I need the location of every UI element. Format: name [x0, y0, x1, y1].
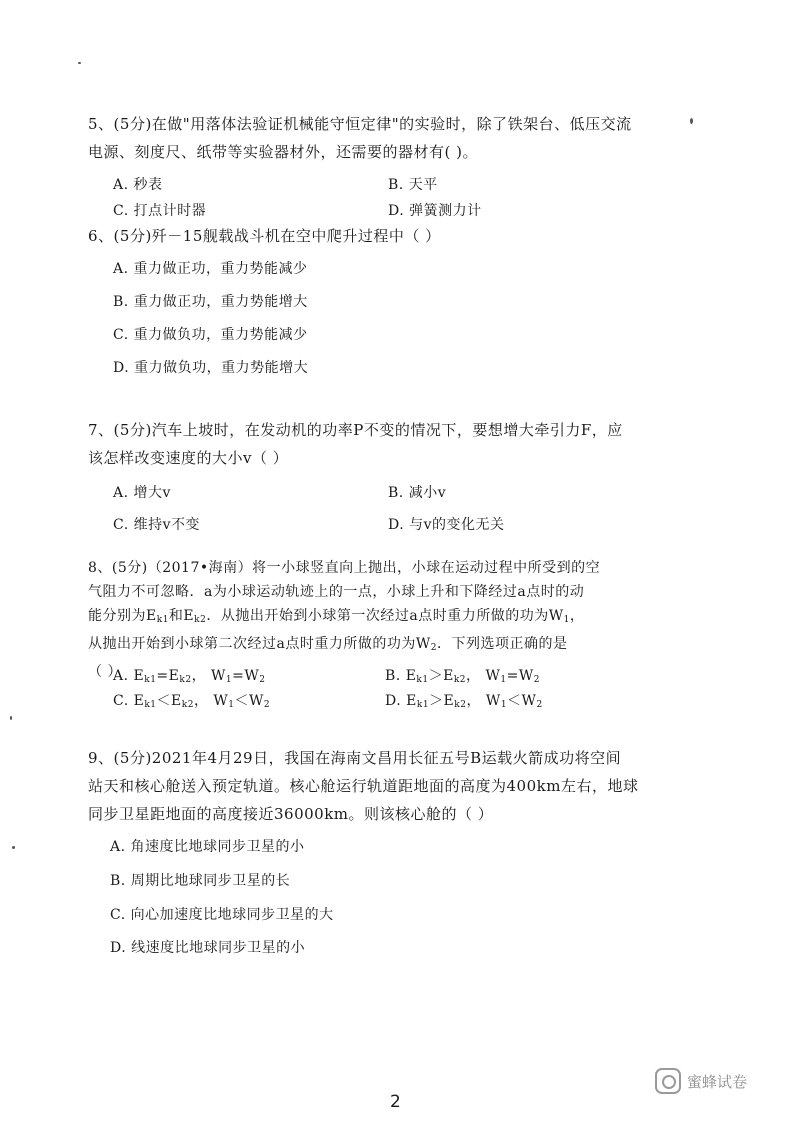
question-7-option-a: A. 增大v: [113, 485, 171, 501]
question-6-option-a: A. 重力做正功，重力势能减少: [113, 261, 308, 277]
question-5-option-d: D. 弹簧测力计: [388, 203, 482, 219]
question-9-option-a: A. 角速度比地球同步卫星的小: [110, 839, 305, 855]
question-5-stem-line-1: 5、(5分)在做"用落体法验证机械能守恒定律"的实验时，除了铁架台、低压交流: [88, 115, 632, 133]
q8-opt-text: ， W: [193, 693, 229, 709]
question-9-option-c: C. 向心加速度比地球同步卫星的大: [110, 907, 334, 923]
q8-subscript: k2: [454, 700, 467, 710]
q8-subscript: 1: [500, 700, 508, 710]
q8-opt-text: =W: [506, 668, 534, 684]
question-7-option-c: C. 维持v不变: [113, 517, 201, 533]
watermark-text: 蜜蜂试卷: [687, 1072, 748, 1091]
question-8-stem-line-4: [88, 632, 688, 660]
question-5: [88, 110, 688, 166]
watermark: [655, 1068, 747, 1094]
question-9-stem-line-2: 站天和核心舱送入预定轨道。核心舱运行轨道距地面的高度为400km左右，地球: [88, 777, 639, 795]
q8-opt-text: ， W: [466, 668, 501, 684]
q8-text: 能分别为E: [88, 608, 157, 624]
question-5-option-c: C. 打点计时器: [113, 203, 207, 219]
q8-opt-text: C. E: [113, 693, 145, 709]
question-6-stem-line-1: 6、(5分)歼－15舰载战斗机在空中爬升过程中（ ）: [88, 227, 441, 245]
question-7-stem-line-2: 该怎样改变速度的大小v（ ）: [88, 449, 289, 467]
q8-subscript: k1: [416, 700, 430, 710]
q8-subscript: k2: [181, 700, 194, 710]
scan-speck: [78, 62, 81, 64]
watermark-logo-icon: [655, 1068, 681, 1094]
q8-subscript: k1: [156, 615, 169, 625]
q8-subscript: k2: [179, 675, 192, 685]
q8-opt-text: A. E: [113, 668, 145, 684]
q8-subscript: 2: [536, 700, 543, 710]
question-5-stem-line-2: 电源、刻度尺、纸带等实验器材外，还需要的器材有( )。: [88, 143, 478, 161]
q8-opt-text: D. E: [385, 693, 417, 709]
q8-opt-text: ， W: [466, 693, 501, 709]
question-8-stem-line-1: 8、(5分)（2017•海南）将一小球竖直向上抛出，小球在运动过程中所受到的空: [88, 560, 601, 576]
question-9-option-d: D. 线速度比地球同步卫星的小: [110, 940, 306, 956]
q8-text: ，: [569, 608, 585, 624]
question-8-option-d: [385, 690, 543, 710]
question-8-stem-line-5: （ ）: [88, 664, 122, 680]
question-7-option-b: B. 减小v: [388, 485, 447, 501]
question-6-option-d: D. 重力做负功，重力势能增大: [113, 360, 309, 376]
q8-opt-text: ＞E: [429, 693, 455, 709]
question-5-option-a: A. 秒表: [113, 177, 163, 193]
q8-subscript: k2: [194, 615, 207, 625]
question-7-option-d: D. 与v的变化无关: [388, 517, 505, 533]
question-5-option-b: B. 天平: [388, 177, 438, 193]
q8-opt-text: =E: [156, 668, 180, 684]
question-8-option-c: [113, 690, 270, 710]
q8-subscript: 1: [228, 700, 235, 710]
q8-text: 和E: [168, 608, 195, 624]
q8-opt-text: ＜W: [507, 693, 537, 709]
q8-subscript: 1: [500, 675, 507, 685]
q8-subscript: 1: [563, 615, 570, 625]
q8-text: ．下列选项正确的是: [436, 636, 568, 652]
q8-text: 从抛出开始到小球第二次经过a点时重力所做的功为W: [88, 636, 431, 652]
question-6-option-b: B. 重力做正功，重力势能增大: [113, 294, 308, 310]
question-9-stem-line-1: 9、(5分)2021年4月29日，我国在海南文昌用长征五号B运载火箭成功将空间: [88, 749, 622, 767]
question-7-stem-line-1: 7、(5分)汽车上坡时，在发动机的功率P不变的情况下，要想增大牵引力F，应: [88, 421, 623, 439]
q8-subscript: 2: [263, 700, 271, 710]
q8-subscript: 2: [533, 675, 540, 685]
page-number: 2: [390, 1092, 401, 1112]
q8-subscript: 1: [225, 675, 233, 685]
q8-opt-text: B. E: [385, 668, 417, 684]
scan-speck: [10, 716, 12, 720]
scan-speck: [12, 846, 15, 849]
question-8-stem-line-3: [88, 604, 688, 632]
question-8-option-b: [385, 665, 540, 685]
q8-opt-text: ＞E: [428, 668, 454, 684]
q8-opt-text: ＜W: [234, 693, 264, 709]
question-9-stem-line-3: 同步卫星距地面的高度接近36000km。则该核心舱的（ ）: [88, 805, 494, 823]
question-8-option-a: [113, 665, 266, 685]
scan-speck: [690, 118, 693, 124]
q8-opt-text: ＜E: [156, 693, 182, 709]
q8-subscript: k1: [416, 675, 429, 685]
q8-subscript: k1: [144, 675, 157, 685]
question-7: [88, 416, 688, 472]
question-8-stem-line-2: 气阻力不可忽略．a为小球运动轨迹上的一点，小球上升和下降经过a点时的动: [88, 584, 585, 600]
question-6: [88, 222, 688, 250]
question-9: [88, 744, 688, 828]
q8-subscript: k2: [453, 675, 467, 685]
q8-text: ．从抛出开始到小球第一次经过a点时重力所做的功为W: [206, 608, 564, 624]
q8-subscript: k1: [144, 700, 157, 710]
q8-opt-text: ， W: [191, 668, 226, 684]
q8-opt-text: =W: [232, 668, 260, 684]
question-9-option-b: B. 周期比地球同步卫星的长: [110, 873, 291, 889]
q8-subscript: 2: [430, 643, 437, 653]
question-6-option-c: C. 重力做负功，重力势能减少: [113, 327, 308, 343]
q8-subscript: 2: [259, 675, 266, 685]
